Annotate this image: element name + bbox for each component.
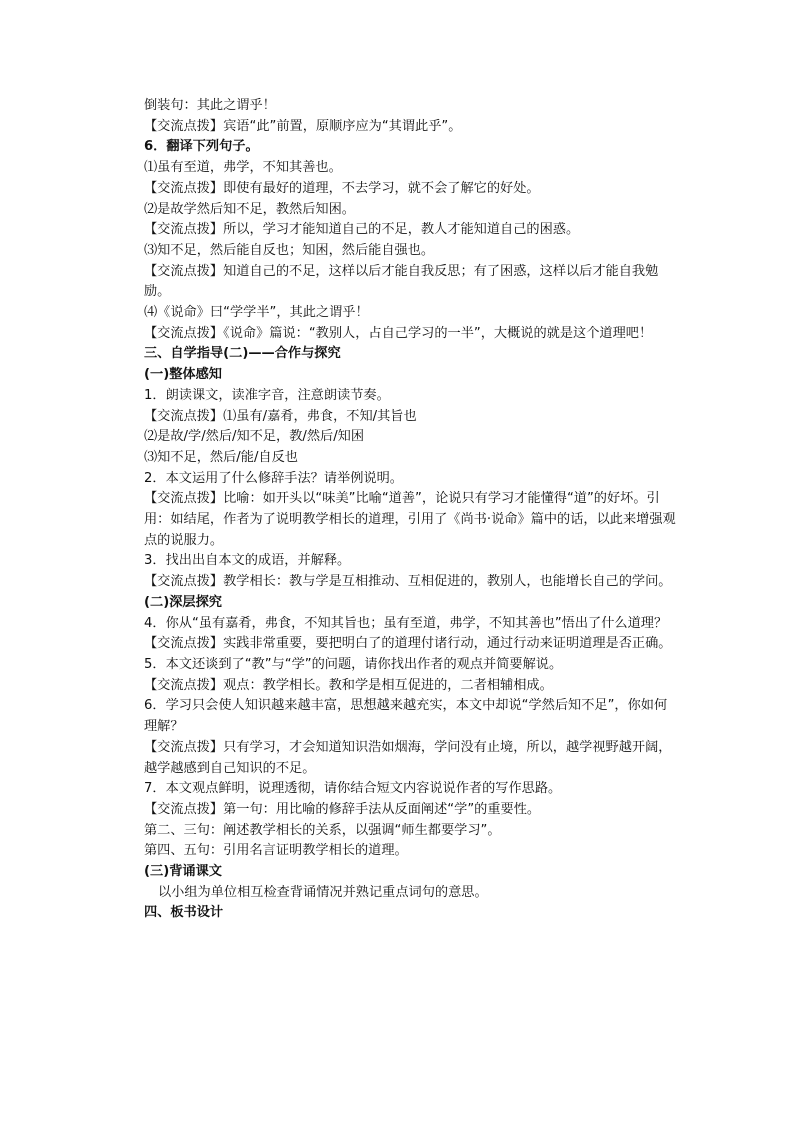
- section-heading: 6．翻译下列句子。: [144, 139, 259, 155]
- text-line: 5．本文还谈到了“教”与“学”的问题，请你找出作者的观点并简要解说。: [144, 656, 563, 672]
- text-line: ⑷《说命》曰“学学半”，其此之谓乎！: [144, 305, 369, 321]
- text-line: 1．朗读课文，读准字音，注意朗读节奏。: [144, 387, 390, 403]
- text-line: 【交流点拨】所以，学习才能知道自己的不足，教人才能知道自己的困惑。: [144, 222, 580, 238]
- section-heading: (一)整体感知: [144, 367, 222, 383]
- text-line: 第二、三句：阐述教学相长的关系，以强调“师生都要学习”。: [144, 822, 501, 838]
- text-line: 【交流点拨】比喻：如开头以“味美”比喻“道善”，论说只有学习才能懂得“道”的好坏。引用：如结尾，作者为了说明教学相长的道理，引用了《尚书·说命》篇中的话，以此来增强观点的说服力。: [144, 491, 676, 548]
- text-line: ⑵是故/学/然后/知不足，教/然后/知困: [144, 429, 365, 445]
- text-line: 以小组为单位相互检查背诵情况并熟记重点词句的意思。: [158, 884, 488, 900]
- text-line: 【交流点拨】即使有最好的道理，不去学习，就不会了解它的好处。: [144, 180, 540, 196]
- text-line: ⑴虽有至道，弗学，不知其善也。: [144, 160, 342, 176]
- text-line: 【交流点拨】《说命》篇说：“教别人，占自己学习的一半”，大概说的就是这个道理吧！: [144, 325, 653, 341]
- text-line: 【交流点拨】宾语“此”前置，原顺序应为“其谓此乎”。: [144, 118, 462, 134]
- text-line: ⑶知不足，然后/能/自反也: [144, 449, 298, 465]
- text-line: 【交流点拨】知道自己的不足，这样以后才能自我反思；有了困惑，这样以后才能自我勉励。: [144, 263, 659, 300]
- text-line: 4．你从“虽有嘉肴，弗食，不知其旨也；虽有至道，弗学，不知其善也”悟出了什么道理？: [144, 615, 668, 631]
- text-line: 3．找出出自本文的成语，并解释。: [144, 553, 351, 569]
- text-line: 【交流点拨】⑴虽有/嘉肴，弗食，不知/其旨也: [144, 408, 417, 424]
- text-line: 【交流点拨】第一句：用比喻的修辞手法从反面阐述“学”的重要性。: [144, 801, 541, 817]
- text-line: 倒装句：其此之谓乎！: [144, 98, 276, 113]
- document-body: [118, 96, 680, 924]
- section-heading: 四、板书设计: [144, 905, 224, 921]
- text-line: 【交流点拨】教学相长：教与学是互相推动、互相促进的，教别人，也能增长自己的学问。: [144, 574, 672, 590]
- text-line: ⑵是故学然后知不足，教然后知困。: [144, 201, 355, 217]
- text-line: 【交流点拨】只有学习，才会知道知识浩如烟海，学问没有止境，所以，越学视野越开阔，越学越感到自己知识的不足。: [144, 739, 672, 776]
- text-line: 6．学习只会使人知识越来越丰富，思想越来越充实，本文中却说“学然后知不足”，你如何理解？: [144, 698, 668, 735]
- text-line: ⑶知不足，然后能自反也；知困，然后能自强也。: [144, 242, 435, 258]
- section-heading: (二)深层探究: [144, 594, 222, 610]
- section-heading: (三)背诵课文: [144, 864, 222, 880]
- text-line: 第四、五句：引用名言证明教学相长的道理。: [144, 843, 408, 859]
- text-line: 【交流点拨】观点：教学相长。教和学是相互促进的，二者相辅相成。: [144, 677, 553, 693]
- text-line: 【交流点拨】实践非常重要，要把明白了的道理付诸行动，通过行动来证明道理是否正确。: [144, 636, 672, 652]
- text-line: 2．本文运用了什么修辞手法？请举例说明。: [144, 470, 403, 486]
- section-heading: 三、自学指导(二)——合作与探究: [144, 346, 341, 362]
- text-line: 7．本文观点鲜明，说理透彻，请你结合短文内容说说作者的写作思路。: [144, 781, 562, 797]
